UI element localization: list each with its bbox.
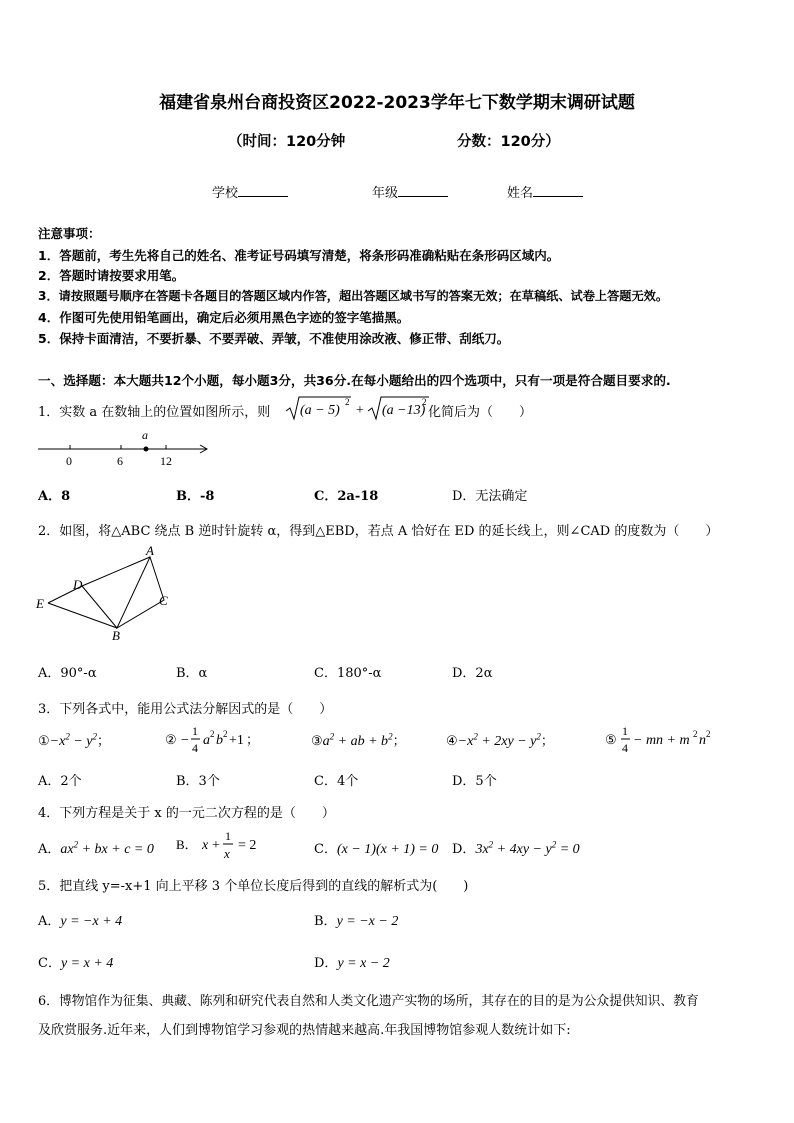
svg-text:− mn + m: − mn + m — [633, 733, 690, 748]
svg-text:+1: +1 — [229, 733, 244, 748]
notes-heading: 注意事项： — [38, 226, 101, 241]
q3-option-c[interactable]: C．4个 — [314, 774, 359, 789]
q2-option-a[interactable]: A．90°-α — [38, 666, 97, 681]
svg-text:2: 2 — [210, 729, 215, 739]
point-e: E — [36, 596, 44, 611]
svg-text:b: b — [216, 733, 223, 748]
q2-option-b[interactable]: B．α — [176, 666, 208, 681]
grade-blank[interactable] — [398, 184, 448, 197]
svg-text:(a −13): (a −13) — [382, 403, 426, 418]
point-a-label: a — [142, 428, 148, 442]
note-item: 2．答题时请按要求用笔。 — [38, 268, 185, 283]
q4-option-a[interactable]: A．$ax^2$ + bx + c = 0 — [38, 839, 154, 857]
q3-option-b[interactable]: B．3个 — [176, 774, 220, 789]
point-a: A — [146, 543, 154, 558]
q2-option-c[interactable]: C．180°-α — [314, 666, 382, 681]
q1-option-a[interactable]: A．8 — [38, 489, 71, 504]
tick-label-6: 6 — [117, 454, 123, 468]
svg-text:+: + — [356, 403, 364, 418]
grade-label: 年级 — [372, 186, 399, 201]
svg-text:(a − 5): (a − 5) — [300, 403, 340, 418]
note-item: 4．作图可先使用铅笔画出，确定后必须用黑色字迹的签字笔描黑。 — [38, 310, 410, 325]
svg-text:1: 1 — [225, 829, 231, 843]
q3-item-1: $①-x^2 - y^2$； — [38, 731, 111, 749]
svg-text:x: x — [224, 846, 230, 861]
note-item: 5．保持卡面清洁，不要折暴、不要弄破、弄皱，不准使用涂改液、修正带、刮纸刀。 — [38, 331, 510, 346]
tick-label-0: 0 — [66, 454, 72, 468]
q2-stem: 2．如图，将△ABC 绕点 B 逆时针旋转 α，得到△EBD，若点 A 恰好在 ED 的延长线上，则∠CAD 的度数为（ ） — [38, 524, 719, 539]
exam-score: 分数：120分） — [457, 134, 560, 150]
q3-item-4: $④-x^2 + 2xy - y^2$； — [446, 731, 554, 749]
q3-option-a[interactable]: A．2个 — [38, 774, 82, 789]
tick-label-12: 12 — [160, 454, 172, 468]
q5-option-a[interactable]: A．y = −x + 4 — [38, 914, 123, 929]
name-blank[interactable] — [533, 184, 583, 197]
section-heading: 一、选择题：本大题共12个小题，每小题3分，共36分.在每小题给出的四个选项中，只有一项是符合题目要求的. — [38, 373, 671, 388]
q4-option-d[interactable]: D．$3x^2 + 4xy - y^2 = 0$ — [452, 839, 580, 857]
svg-text:4: 4 — [192, 741, 198, 755]
note-item: 1．答题前，考生先将自己的姓名、准考证号码填写清楚，将条形码准确粘贴在条形码区域内。 — [38, 248, 560, 263]
svg-text:2: 2 — [223, 729, 228, 739]
q3-option-d[interactable]: D．5个 — [452, 774, 497, 789]
note-item: 3．请按照题号顺序在答题卡各题目的答题区域内作答，超出答题区域书写的答案无效；在草稿纸、试卷上答题无效。 — [38, 289, 669, 303]
svg-text:= 2: = 2 — [238, 838, 257, 853]
q5-option-b[interactable]: B．y = −x − 2 — [314, 914, 399, 929]
q3-stem: 3．下列各式中，能用公式法分解因式的是（ ） — [38, 702, 333, 717]
q6-stem-line2: 及欣赏服务.近年来，人们到博物馆学习参观的热情越来越高.年我国博物馆参观人数统计如下: — [38, 1023, 571, 1038]
name-label: 姓名 — [507, 186, 534, 201]
svg-text:；: ； — [246, 732, 260, 747]
svg-text:2: 2 — [422, 397, 427, 407]
q6-stem-line1: 6．博物馆作为征集、典藏、陈列和研究代表自然和人类文化遗产实物的场所，其存在的目的是为公众提供知识、教育 — [38, 994, 699, 1009]
q3-item-2 — [165, 722, 275, 760]
q1-option-b[interactable]: B．-8 — [176, 489, 215, 504]
q3-item-5 — [605, 722, 725, 760]
q5-stem: 5．把直线 y=-x+1 向上平移 3 个单位长度后得到的直线的解析式为( ) — [38, 879, 469, 894]
school-blank[interactable] — [238, 184, 288, 197]
school-label: 学校 — [212, 186, 239, 201]
svg-text:②: ② — [165, 732, 177, 747]
svg-text:a: a — [203, 733, 210, 748]
svg-text:⑤: ⑤ — [605, 732, 617, 747]
q1-option-d[interactable]: D．无法确定 — [452, 489, 528, 504]
svg-text:2: 2 — [693, 729, 698, 739]
q1-option-c[interactable]: C．2a-18 — [314, 489, 379, 504]
grade-field — [372, 182, 448, 201]
svg-text:B．: B． — [176, 837, 198, 852]
q4-option-c[interactable]: C．(x − 1)(x + 1) = 0 — [314, 842, 439, 857]
q1-stem-start: 1．实数 a 在数轴上的位置如图所示，则 — [38, 405, 271, 420]
name-field — [507, 182, 583, 201]
svg-text:2: 2 — [706, 729, 711, 739]
q1-number-line — [36, 425, 211, 470]
svg-text:1: 1 — [192, 724, 198, 738]
svg-text:−: − — [181, 733, 189, 748]
point-c: C — [159, 593, 168, 608]
q1-radical-expression — [284, 394, 429, 424]
q4-option-b[interactable] — [176, 826, 276, 868]
svg-text:n: n — [699, 733, 706, 748]
q4-stem: 4．下列方程是关于 x 的一元二次方程的是（ ） — [38, 806, 335, 821]
point-d: D — [73, 577, 83, 592]
svg-text:+: + — [212, 838, 220, 853]
q1-stem-end: 化简后为（ ） — [428, 405, 533, 420]
svg-text:1: 1 — [622, 724, 628, 738]
q2-figure — [34, 542, 184, 642]
q2-option-d[interactable]: D．2α — [452, 666, 493, 681]
svg-text:2: 2 — [345, 397, 350, 407]
q3-item-3: $③a^2$ + ab + $b^2$； — [311, 731, 406, 749]
school-field — [212, 182, 288, 201]
point-b: B — [112, 628, 120, 642]
exam-time: （时间：120分钟 — [228, 134, 346, 150]
q5-option-d[interactable]: D．y = x − 2 — [314, 956, 390, 971]
svg-text:x: x — [202, 838, 209, 853]
page-title: 福建省泉州台商投资区2022-2023学年七下数学期末调研试题 — [159, 93, 635, 113]
q5-option-c[interactable]: C．y = x + 4 — [38, 956, 114, 971]
svg-text:4: 4 — [622, 741, 628, 755]
